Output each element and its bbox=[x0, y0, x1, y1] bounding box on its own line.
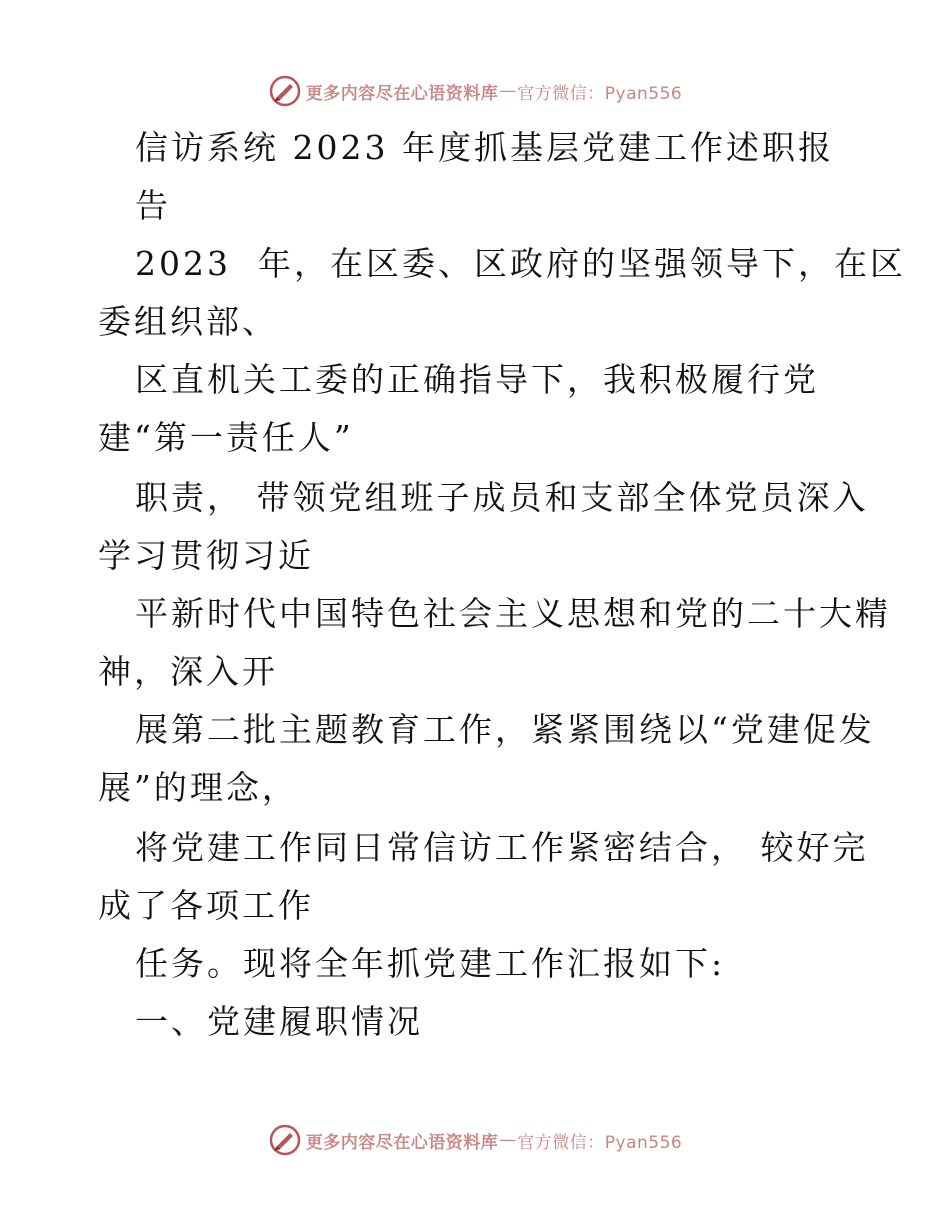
body-text-line: 区直机关工委的正确指导下，我积极履行党 bbox=[135, 360, 819, 399]
watermark-text: 更多内容尽在心语资料库 bbox=[305, 1132, 499, 1153]
body-text-line: 委组织部、 bbox=[98, 302, 278, 341]
body-text-line: 职责， 带领党组班子成员和支部全体党员深入 bbox=[135, 478, 869, 517]
body-text-line: 2023 年，在区委、区政府的坚强领导下，在区 bbox=[135, 244, 906, 283]
watermark-dash: — bbox=[499, 1130, 517, 1150]
watermark-header bbox=[0, 71, 950, 111]
document-title-line-1: 信访系统 2023 年度抓基层党建工作述职报 bbox=[135, 128, 834, 167]
body-text-line: 成了各项工作 bbox=[98, 886, 314, 925]
body-text-line: 任务。现将全年抓党建工作汇报如下: bbox=[135, 944, 726, 983]
body-text-line: 展第二批主题教育工作，紧紧围绕以“党建促发 bbox=[135, 710, 875, 749]
watermark-contact: 官方微信：Pyan556 bbox=[517, 1132, 683, 1153]
body-text-line: 学习贯彻习近 bbox=[98, 536, 314, 575]
pen-logo-icon bbox=[268, 1123, 302, 1157]
body-text-line: 将党建工作同日常信访工作紧密结合， 较好完 bbox=[135, 828, 869, 867]
document-title-line-2: 告 bbox=[135, 186, 171, 225]
watermark-text: 更多内容尽在心语资料库 bbox=[305, 83, 499, 104]
body-text-line: 平新时代中国特色社会主义思想和党的二十大精 bbox=[135, 594, 891, 633]
watermark-dash: — bbox=[499, 81, 517, 101]
body-text-line: 建“第一责任人” bbox=[98, 418, 354, 457]
watermark-contact: 官方微信：Pyan556 bbox=[517, 83, 683, 104]
body-text-line: 展”的理念， bbox=[98, 768, 298, 807]
section-heading: 一、党建履职情况 bbox=[135, 1002, 423, 1041]
watermark-footer bbox=[0, 1120, 950, 1160]
body-text-line: 神，深入开 bbox=[98, 652, 278, 691]
pen-logo-icon bbox=[268, 74, 302, 108]
